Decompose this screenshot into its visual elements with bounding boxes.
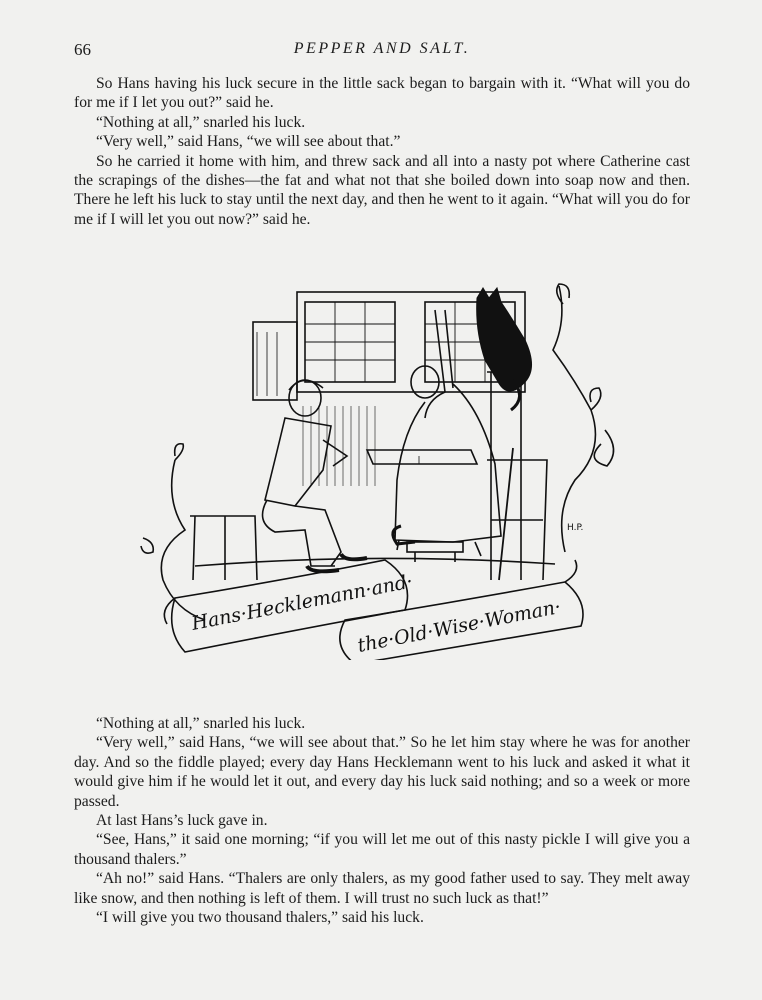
paragraph: “Ah no!” said Hans. “Thalers are only thalers, as my good father used to say. They melt away like snow, and then nothing is left of them. I will trust no such luck as that!” <box>74 870 690 907</box>
paragraph: “Nothing at all,” snarled his luck. <box>96 113 306 131</box>
banner-left-text: Hans·Hecklemann·and· <box>189 570 415 635</box>
illustration <box>135 280 635 660</box>
paragraph: “I will give you two thousand thalers,” said his luck. <box>96 909 424 927</box>
paragraph: So Hans having his luck secure in the little sack began to bargain with it. “What will you do for me if I let you out?” said he. <box>74 75 690 112</box>
bottom-text-block <box>74 714 690 927</box>
paragraph: “Nothing at all,” snarled his luck. <box>96 715 306 732</box>
running-title: PEPPER AND SALT. <box>293 40 471 57</box>
top-text-block <box>74 74 690 229</box>
running-head <box>74 40 690 64</box>
illustration-drawing <box>135 280 635 660</box>
page-number: 66 <box>74 40 91 59</box>
paragraph: “Very well,” said Hans, “we will see about that.” <box>96 133 401 151</box>
artist-initials: H.P. <box>567 523 584 533</box>
paragraph: “See, Hans,” it said one morning; “if you will let me out of this nasty pickle I will give you a thousand thalers.” <box>74 831 690 868</box>
paragraph: At last Hans’s luck gave in. <box>96 812 268 830</box>
open-book <box>367 450 477 464</box>
banner-right-text: the·Old·Wise·Woman· <box>355 595 563 657</box>
paragraph: “Very well,” said Hans, “we will see about that.” So he let him stay where he was for another day. And so the fiddle played; every day Hans Hecklemann went to his luck and asked it what it would give him if he would let it out, and every day his luck said nothing; and so a week or more passed. <box>74 734 690 810</box>
paragraph: So he carried it home with him, and threw sack and all into a nasty pot where Catherine cast the scrapings of the dishes—the fat and what not that she boiled down into soap now and then. There he left his luck to stay until the next day, and then he went to it again. “What will you do for me if I will let you out now?” said he. <box>74 152 690 228</box>
